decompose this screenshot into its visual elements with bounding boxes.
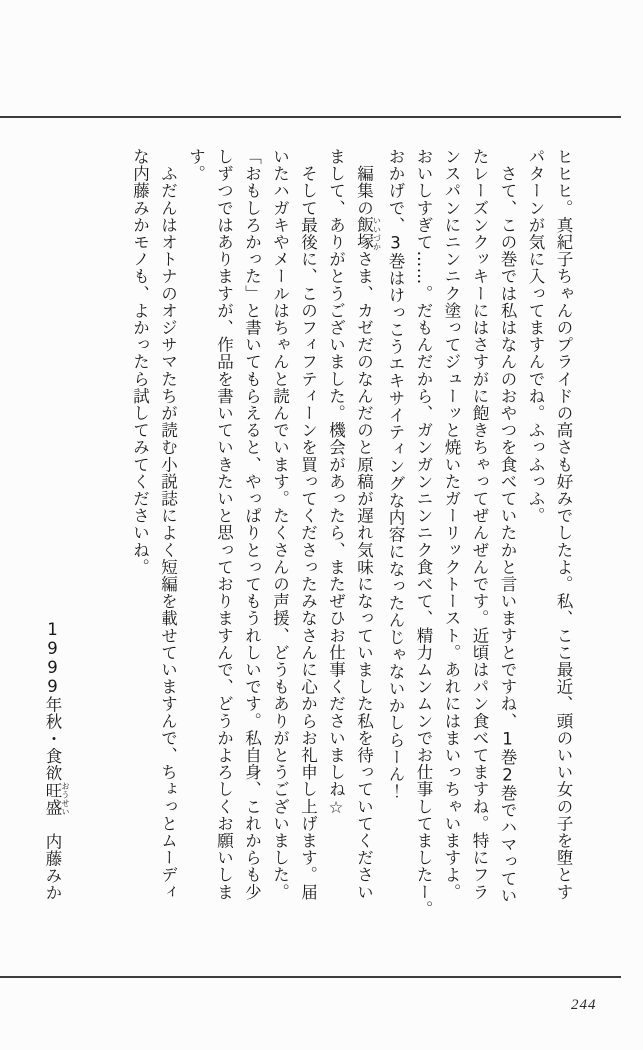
page-number: 244 xyxy=(571,997,597,1013)
text-segment: さて、この巻では私はなんのおやつを食べていたかと言いますとですね、 xyxy=(498,148,517,730)
volume-number: 2 xyxy=(498,765,517,785)
bottom-rule xyxy=(0,976,621,978)
text-column-16: な内藤みかモノも、よかったら試してみてくださいね。 xyxy=(130,148,150,576)
text-segment: 飯塚 xyxy=(354,216,374,251)
author-name: 内藤みか xyxy=(43,815,62,902)
text-column-2: パターンが気に入ってますんでね。ふっふっふ。 xyxy=(526,148,545,525)
signature-year: 1999 xyxy=(43,620,62,696)
text-column-6: おいしすぎて……。だもんだから、ガンガンニンニク食べて、精力ムンムンでお仕事してましたー。 xyxy=(414,148,433,918)
editor-name-with-furigana xyxy=(354,216,382,251)
top-rule xyxy=(0,116,621,118)
text-segment: 年秋・食欲 xyxy=(43,696,62,782)
text-column-3 xyxy=(493,148,521,918)
signature-line xyxy=(38,148,70,918)
text-column-11: いたハガキやメールはちゃんと読んでいます。たくさんの声援、どうもありがとうございました。 xyxy=(270,148,290,901)
text-column-12: 「おもしろかった」と書いてもらえると、やっぱりとってもうれしいです。私自身、これからも少 xyxy=(242,148,262,901)
text-segment: 巻 xyxy=(498,748,517,766)
text-segment: 編集の xyxy=(354,148,374,217)
text-column-13: しずつではありますが、作品を書いていきたいと思っておりますんで、どうかよろしくお願いしま xyxy=(214,148,234,901)
text-segment: さま、カゼだのなんだのと原稿が遅れ気味になっていました私を待っていてください xyxy=(354,250,374,901)
text-column-10: そして最後に、このフィフティーンを買ってくださったみなさんに心からお礼申し上げます。届 xyxy=(298,148,318,901)
afterword-text xyxy=(38,148,577,918)
furigana-text: いいづか xyxy=(372,216,382,251)
text-column-7 xyxy=(381,148,409,918)
word-with-furigana xyxy=(43,781,70,816)
text-column-5: ンスパンにニンニク塗ってジューッと焼いたガーリックトースト。あれにはまいっちゃいますよ。 xyxy=(442,148,461,901)
text-column-4: たレーズンクッキーにはさすがに飽きちゃってぜんぜんです。近頃はパン食べてますね。特にフラ xyxy=(470,148,489,901)
text-column-9: まして、ありがとうございました。機会があったら、またぜひお仕事くださいましね☆ xyxy=(326,148,346,818)
furigana-text: おうせい xyxy=(61,781,70,816)
text-segment: おかげで、 xyxy=(386,148,405,234)
text-segment: 巻はけっこうエキサイティングな内容になったんじゃないかしらーん！ xyxy=(386,252,405,800)
text-column-15: ふだんはオトナのオジサマたちが読む小説誌によく短編を載せていますんで、ちょっとムーディ xyxy=(158,148,178,901)
text-column-14: す。 xyxy=(186,148,206,183)
text-column-1: ヒヒヒ。真紀子ちゃんのプライドの高さも好みでしたよ。私、ここ最近、頭のいい女の子を堕とす xyxy=(554,148,573,901)
volume-number: 3 xyxy=(386,233,405,253)
text-column-8 xyxy=(350,148,382,918)
volume-number: 1 xyxy=(498,729,517,749)
text-segment: 旺盛 xyxy=(43,781,62,816)
text-segment: 巻でハマってい xyxy=(498,784,517,905)
